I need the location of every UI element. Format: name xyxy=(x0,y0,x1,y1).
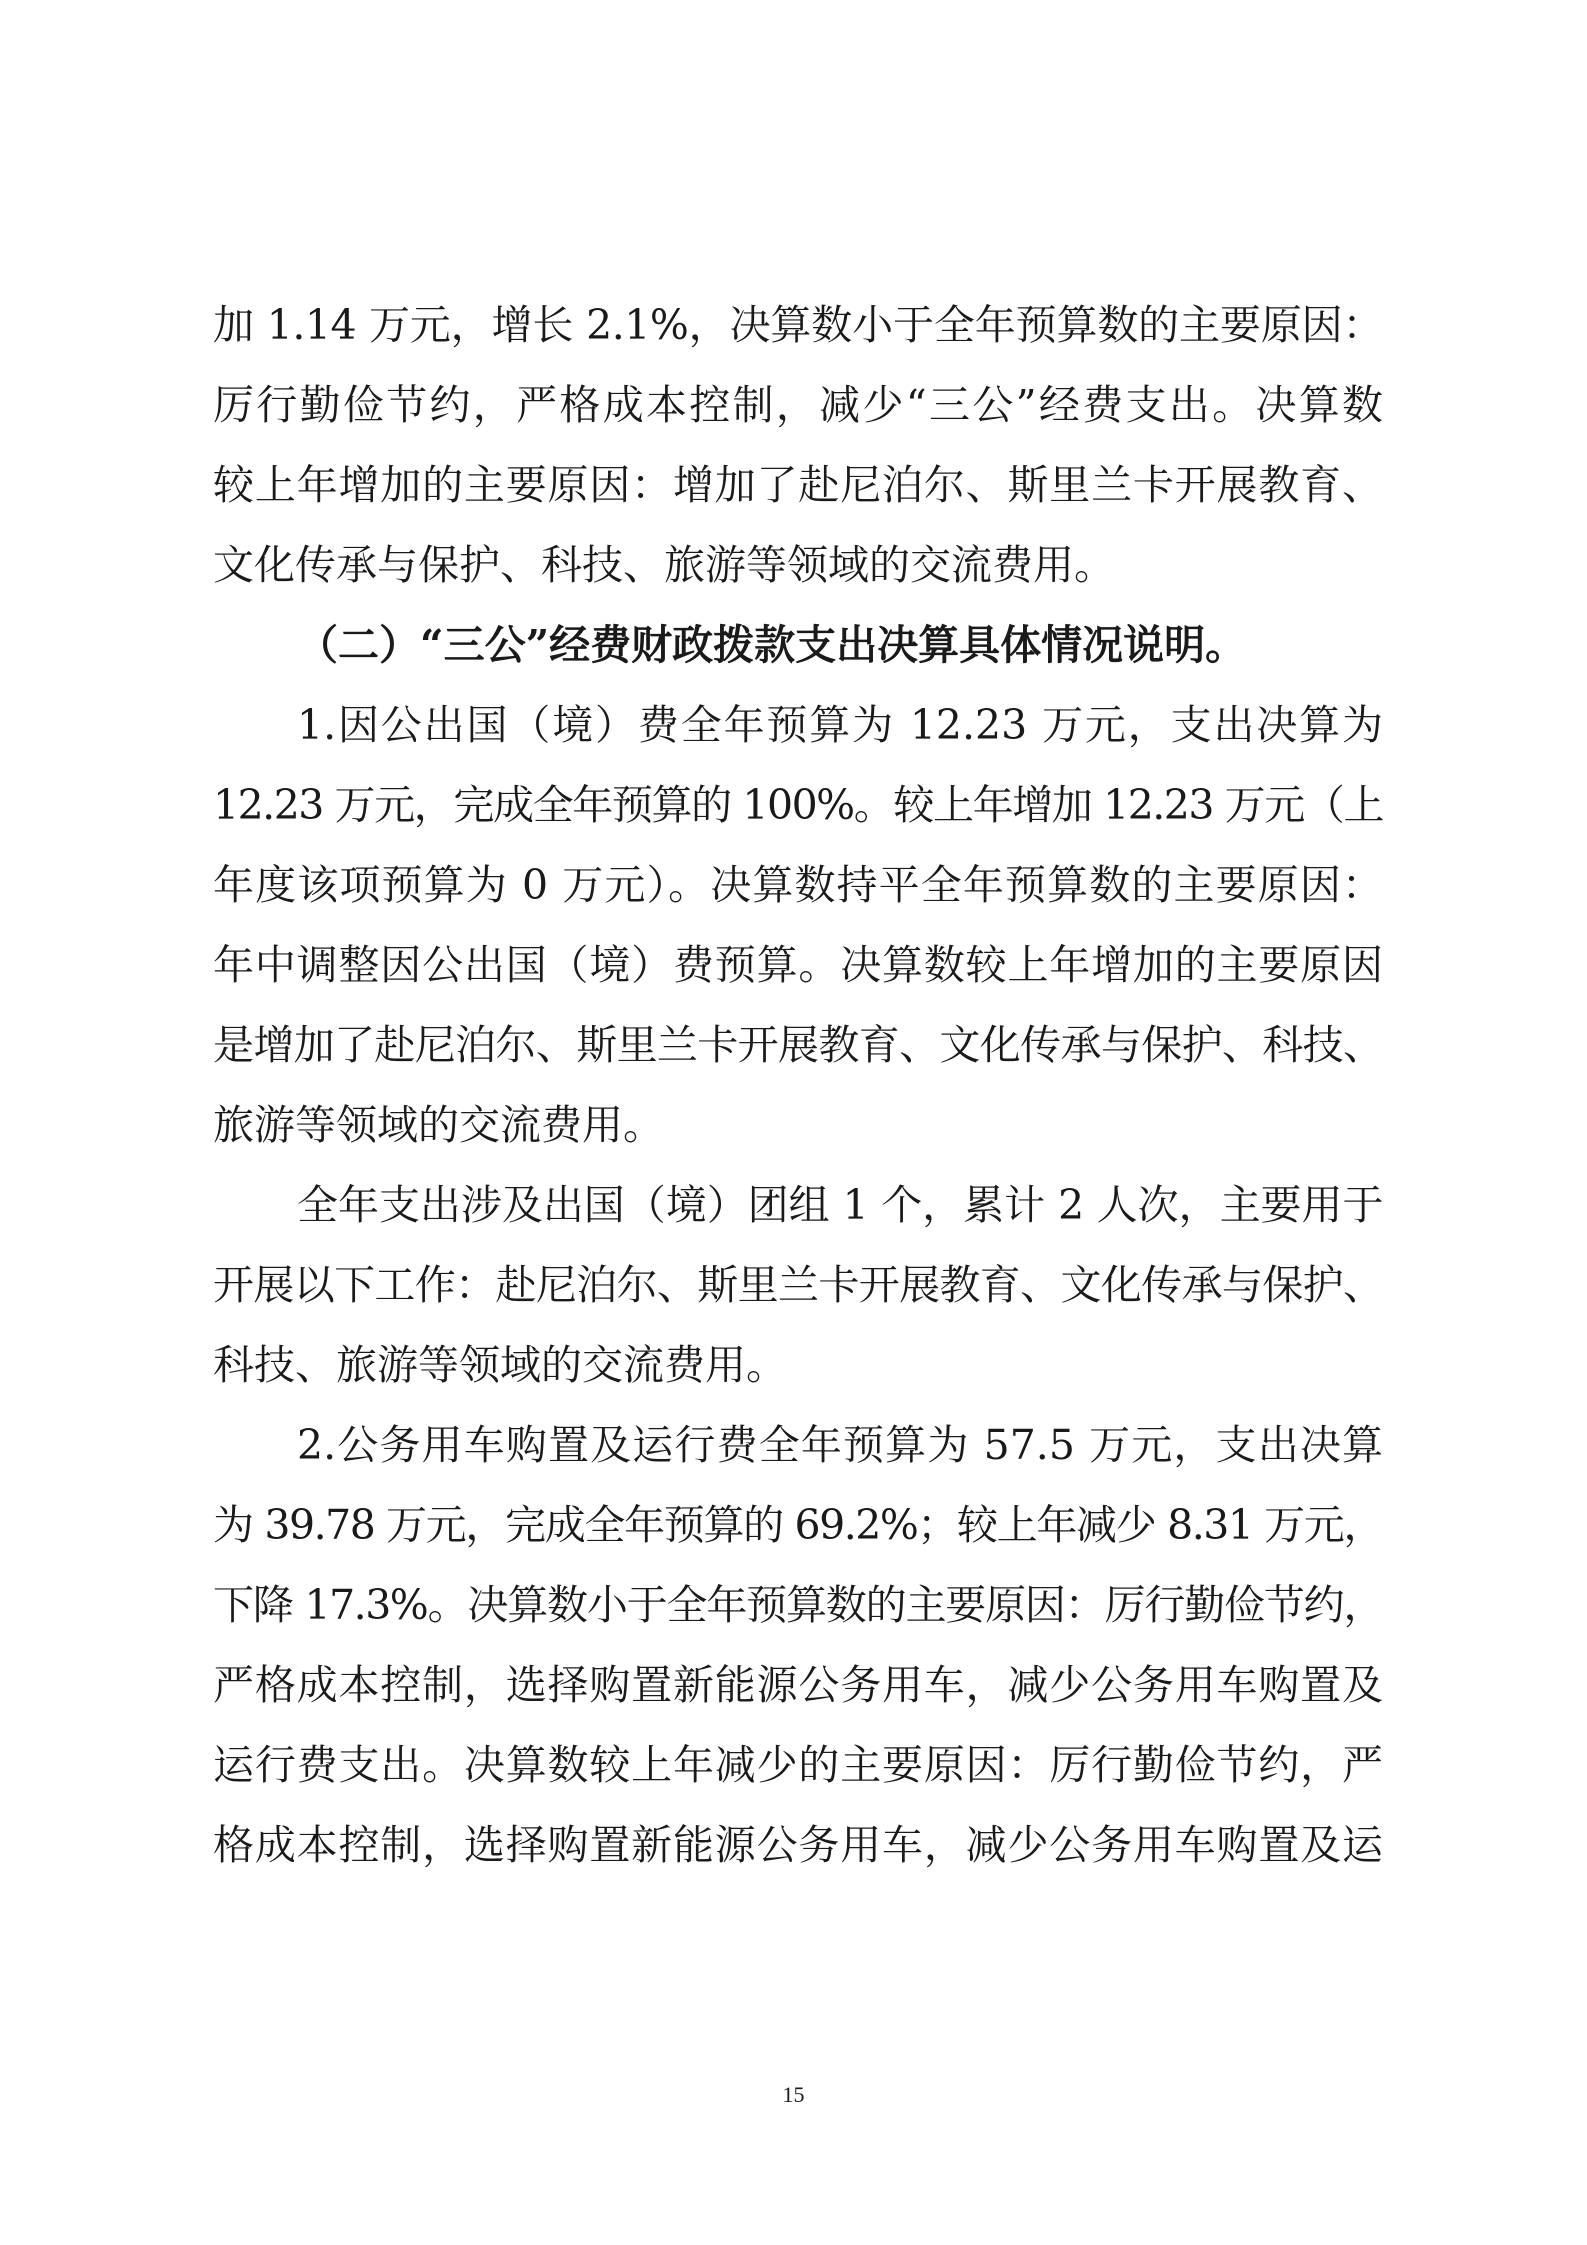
body-line-16: 为 39.78 万元，完成全年预算的 69.2%；较上年减少 8.31 万元， xyxy=(213,1501,1383,1549)
section-heading: （二）“三公”经费财政拨款支出决算具体情况说明。 xyxy=(297,621,1247,669)
body-line-20: 格成本控制，选择购置新能源公务用车，减少公务用车购置及运 xyxy=(213,1821,1383,1869)
body-line-18: 严格成本控制，选择购置新能源公务用车，减少公务用车购置及 xyxy=(213,1661,1383,1709)
body-line-13: 开展以下工作：赴尼泊尔、斯里兰卡开展教育、文化传承与保护、 xyxy=(213,1261,1383,1309)
body-line-10: 是增加了赴尼泊尔、斯里兰卡开展教育、文化传承与保护、科技、 xyxy=(213,1021,1383,1069)
body-line-4: 文化传承与保护、科技、旅游等领域的交流费用。 xyxy=(213,541,1115,589)
body-line-3: 较上年增加的主要原因：增加了赴尼泊尔、斯里兰卡开展教育、 xyxy=(213,461,1383,509)
body-line-19: 运行费支出。决算数较上年减少的主要原因：厉行勤俭节约，严 xyxy=(213,1741,1383,1789)
body-line-2: 厉行勤俭节约，严格成本控制，减少“三公”经费支出。决算数 xyxy=(213,381,1383,429)
body-line-17: 下降 17.3%。决算数小于全年预算数的主要原因：厉行勤俭节约， xyxy=(213,1581,1383,1629)
body-line-12: 全年支出涉及出国（境）团组 1 个，累计 2 人次，主要用于 xyxy=(297,1181,1383,1229)
body-line-9: 年中调整因公出国（境）费预算。决算数较上年增加的主要原因 xyxy=(213,941,1383,989)
body-line-15: 2.公务用车购置及运行费全年预算为 57.5 万元，支出决算 xyxy=(297,1421,1383,1469)
body-line-7: 12.23 万元，完成全年预算的 100%。较上年增加 12.23 万元（上 xyxy=(213,781,1383,829)
body-line-11: 旅游等领域的交流费用。 xyxy=(213,1101,664,1149)
body-line-14: 科技、旅游等领域的交流费用。 xyxy=(213,1341,787,1389)
body-line-8: 年度该项预算为 0 万元）。决算数持平全年预算数的主要原因： xyxy=(213,861,1383,909)
page-number: 15 xyxy=(782,2082,805,2107)
body-line-6: 1.因公出国（境）费全年预算为 12.23 万元，支出决算为 xyxy=(297,701,1383,749)
body-line-1: 加 1.14 万元，增长 2.1%，决算数小于全年预算数的主要原因： xyxy=(213,301,1383,349)
